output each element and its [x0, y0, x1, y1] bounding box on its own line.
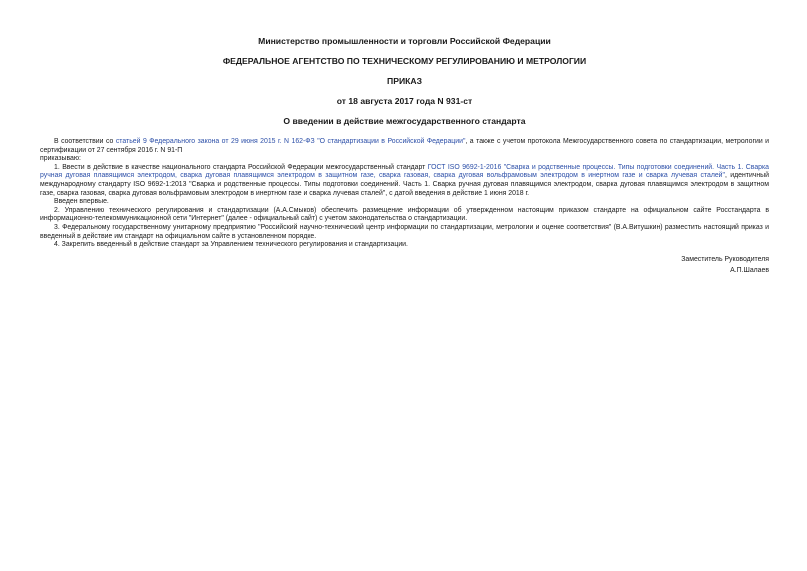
gost-standard-link[interactable]: ГОСТ ISO 9692-1-2016 "Сварка и родственные процессы. Типы подготовки соединений. Часть 1. Сварка ручная дуговая плавящимся электродом, сварка дуговая плавящимся электродом в защитном газе, сварка газовая, сварка дуговая вольфрамовым электродом в инертном газе и сварка лучевая сталей" [40, 163, 769, 180]
item-1-paragraph [40, 164, 769, 198]
signature-block [40, 254, 769, 277]
item-2-paragraph: 2. Управлению технического регулирования и стандартизации (А.А.Смыков) обеспечить размещение информации об утвержденном настоящим приказом стандарте на официальном сайте Росстандарта в информационно-телекоммуникационной сети "Интернет" (далее - официальный сайт) с учетом законодательства о стандартизации. [40, 206, 769, 223]
order-word: приказываю: [40, 155, 81, 163]
document-body [40, 138, 769, 250]
ministry-name: Министерство промышленности и торговли Российской Федерации [258, 36, 551, 46]
item-4-paragraph: 4. Закрепить введенный в действие стандарт за Управлением технического регулирования и стандартизации. [54, 241, 408, 249]
document-type: ПРИКАЗ [387, 76, 422, 86]
item-1-text-start: 1. Ввести в действие в качестве национального стандарта Российской Федерации межгосударственный стандарт [54, 163, 428, 171]
intro-note: Введен впервые. [54, 198, 109, 206]
signatory-name: А.П.Шалаев [730, 267, 769, 275]
signatory-position: Заместитель Руководителя [681, 255, 769, 263]
document-page [40, 30, 769, 277]
document-date-number: от 18 августа 2017 года N 931-ст [336, 96, 473, 106]
preamble-paragraph [40, 138, 769, 155]
item-3-paragraph: 3. Федеральному государственному унитарному предприятию "Российский научно-технический центр информации по стандартизации, метрологии и оценке соответствия" (В.А.Витушкин) разместить настоящий приказ и введенный в действие им стандарт на официальном сайте в установленном порядке. [40, 223, 769, 240]
item-1-text-end: , идентичный международному стандарту ISO 9692-1:2013 "Сварка и родственные процессы. Типы подготовки соединений. Часть 1. Сварка ручная дуговая плавящимся электродом, сварка дуговая плавящимся электродом в защитном газе, сварка газовая, сварка дуговая вольфрамовым электродом в инертном газе и сварка лучевая сталей", с датой введения в действие 1 июня 2018 г. [40, 172, 769, 197]
preamble-text-end: , а также с учетом протокола Межгосударственного совета по стандартизации, метрологии и сертификации от 27 сентября 2016 г. N 91-П [40, 138, 770, 154]
document-subject: О введении в действие межгосударственного стандарта [283, 116, 526, 126]
agency-name: ФЕДЕРАЛЬНОЕ АГЕНТСТВО ПО ТЕХНИЧЕСКОМУ РЕГУЛИРОВАНИЮ И МЕТРОЛОГИИ [222, 56, 587, 66]
federal-law-link[interactable]: статьей 9 Федерального закона от 29 июня 2015 г. N 162-ФЗ "О стандартизации в Российской Федерации" [115, 138, 466, 145]
preamble-text-start: В соответствии со [54, 138, 116, 145]
